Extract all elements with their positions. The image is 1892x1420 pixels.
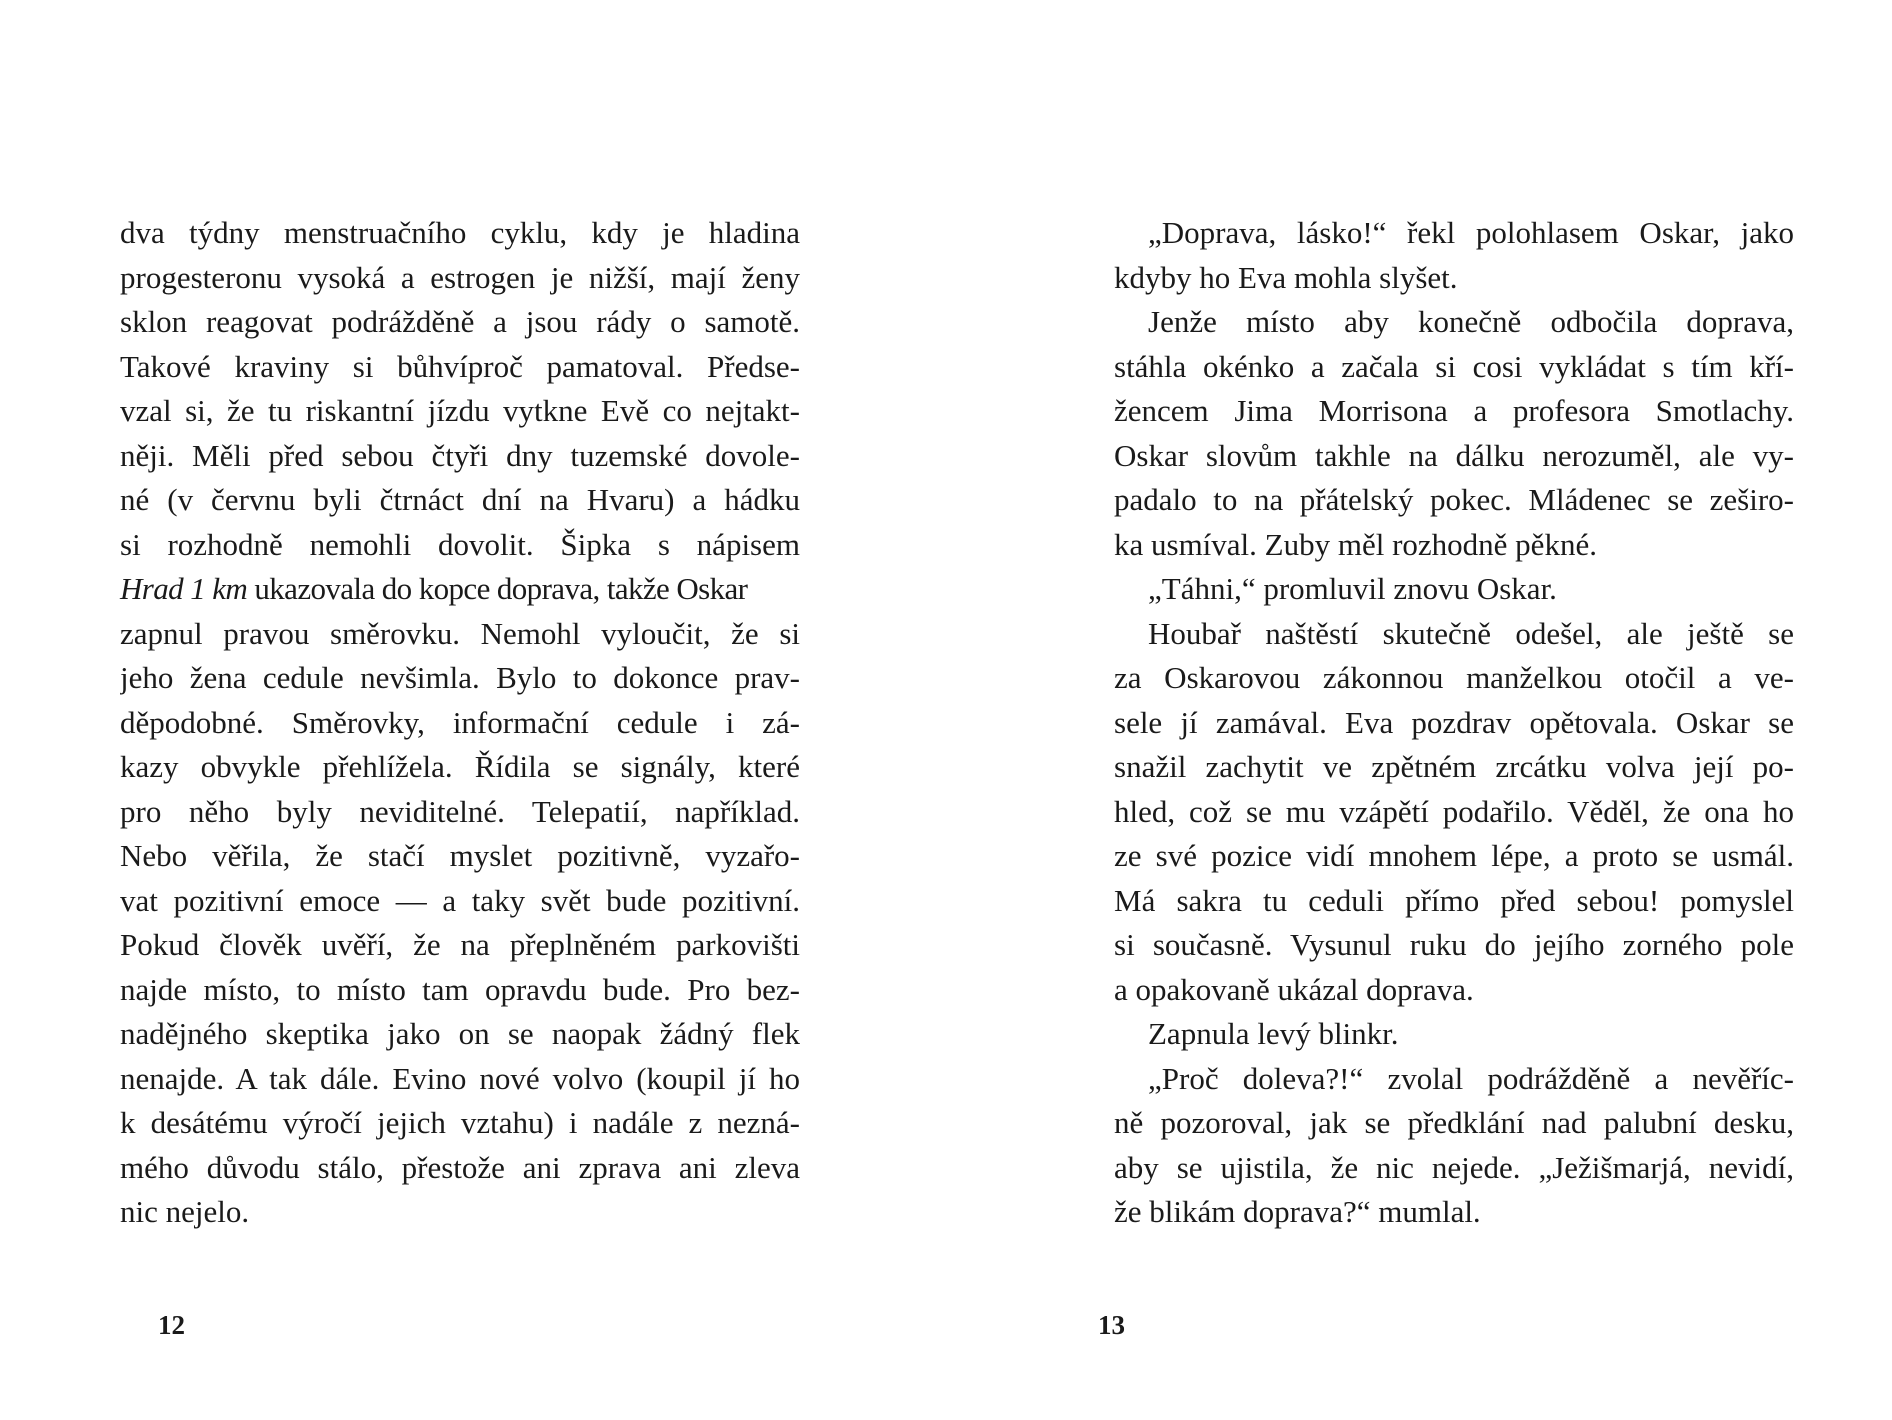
text-line: si současně. Vysunul ruku do jejího zorného pole [1114, 927, 1794, 962]
text-line: „Doprava, lásko!“ řekl polohlasem Oskar, jako [1148, 215, 1794, 250]
text-line: Má sakra tu ceduli přímo před sebou! pomyslel [1114, 882, 1794, 918]
text-line: vzal si, že tu riskantní jízdu vytkne Evě co nejtakt- [120, 393, 800, 428]
text-line: jeho žena cedule nevšimla. Bylo to dokonce prav- [120, 660, 800, 695]
text-line: hled, což se mu vzápětí podařilo. Věděl, že ona ho [1114, 793, 1794, 829]
text-line: děpodobné. Směrovky, informační cedule i zá- [120, 704, 800, 740]
text-line: progesteronu vysoká a estrogen je nižší, mají ženy [120, 259, 800, 295]
sign-text: Hrad 1 km [120, 571, 248, 606]
text-line: padalo to na přátelský pokec. Mládenec se zeširo- [1114, 482, 1794, 517]
page-number: 13 [1098, 1310, 1125, 1340]
text-line: Oskar slovům takhle na dálku nerozuměl, ale vy- [1114, 437, 1794, 473]
text-line: že blikám doprava?“ mumlal. [1114, 1194, 1481, 1229]
text-line: zapnul pravou směrovku. Nemohl vyloučit, že si [120, 615, 800, 651]
text-line: kdyby ho Eva mohla slyšet. [1114, 259, 1458, 295]
text-line-with-sign [120, 567, 800, 612]
text-line: Jenže místo aby konečně odbočila doprava, [1148, 304, 1794, 339]
text-line: „Proč doleva?!“ zvolal podrážděně a nevěříc- [1148, 1060, 1794, 1096]
text-line: k desátému výročí jejich vztahu) i nadále z nezná- [120, 1105, 800, 1140]
text-line: né (v červnu byli čtrnáct dní na Hvaru) a hádku [120, 482, 800, 517]
right-page [946, 0, 1892, 1420]
text-line: nadějného skeptika jako on se naopak žádný flek [120, 1016, 800, 1051]
text-line: aby se ujistila, že nic nejede. „Ježišmarjá, nevidí, [1114, 1149, 1794, 1185]
text-line: Houbař naštěstí skutečně odešel, ale ještě se [1148, 615, 1794, 651]
text-line: stáhla okénko a začala si cosi vykládat s tím kří- [1114, 348, 1794, 384]
text-line: nenajde. A tak dále. Evino nové volvo (koupil jí ho [120, 1060, 800, 1096]
text-line: dva týdny menstruačního cyklu, kdy je hladina [120, 215, 800, 250]
text-line: vat pozitivní emoce — a taky svět bude pozitivní. [120, 882, 800, 918]
text-line: sele jí zamával. Eva pozdrav opětovala. Oskar se [1114, 704, 1794, 740]
text-line: mého důvodu stálo, přestože ani zprava ani zleva [120, 1149, 800, 1185]
text-line: ně pozoroval, jak se předklání nad palubní desku, [1114, 1105, 1794, 1140]
text-line: ze své pozice vidí mnohem lépe, a proto se usmál. [1114, 838, 1794, 873]
text-line: ka usmíval. Zuby měl rozhodně pěkné. [1114, 526, 1597, 562]
text-line: něji. Měli před sebou čtyři dny tuzemské dovole- [120, 437, 800, 473]
page-number: 12 [158, 1310, 185, 1340]
text-line: a opakovaně ukázal doprava. [1114, 971, 1474, 1007]
text-line: najde místo, to místo tam opravdu bude. Pro bez- [120, 971, 800, 1007]
text-line: Pokud člověk uvěří, že na přeplněném parkovišti [120, 927, 800, 962]
text-line: za Oskarovou zákonnou manželkou otočil a ve- [1114, 660, 1794, 695]
left-page-text [120, 211, 800, 1235]
text-line: snažil zachytit ve zpětném zrcátku volva její po- [1114, 749, 1794, 784]
text-line: si rozhodně nemohli dovolit. Šipka s nápisem [120, 526, 800, 562]
text-line: Takové kraviny si bůhvíproč pamatoval. Předse- [120, 348, 800, 384]
text-line: Zapnula levý blinkr. [1148, 1016, 1399, 1051]
text-line-rest: ukazovala do kopce doprava, takže Oskar [254, 571, 748, 606]
text-line: nic nejelo. [120, 1194, 250, 1229]
text-line: žencem Jima Morrisona a profesora Smotlachy. [1114, 393, 1794, 428]
right-page-text [1114, 211, 1794, 1235]
text-line: kazy obvykle přehlížela. Řídila se signály, které [120, 749, 800, 784]
text-line: pro něho byly neviditelné. Telepatií, například. [120, 793, 800, 829]
text-line: sklon reagovat podrážděně a jsou rády o samotě. [120, 304, 800, 339]
text-line: Nebo věřila, že stačí myslet pozitivně, vyzařo- [120, 838, 800, 873]
text-line: „Táhni,“ promluvil znovu Oskar. [1148, 571, 1557, 606]
